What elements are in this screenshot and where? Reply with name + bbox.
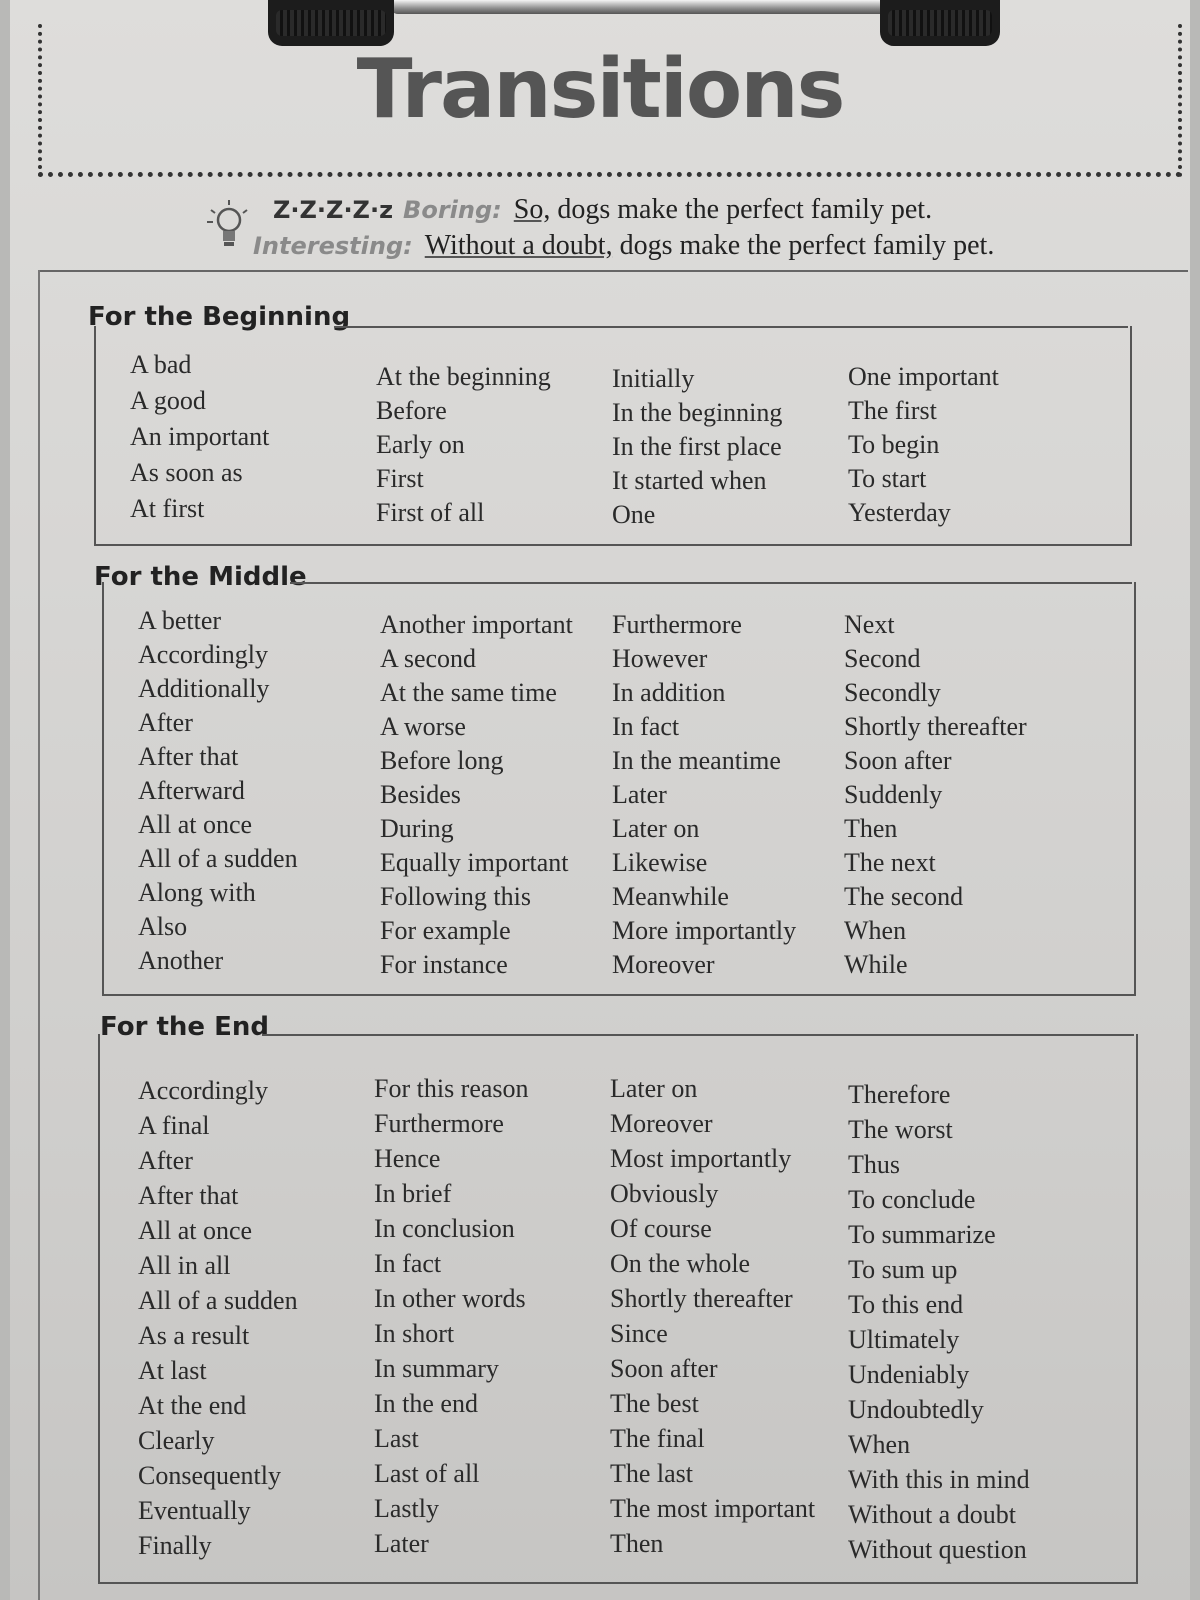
list-item: Ultimately (848, 1325, 960, 1354)
list-item: Soon after (844, 746, 952, 775)
interesting-example (253, 230, 994, 262)
divider (38, 270, 1188, 272)
list-item: Last of all (374, 1459, 480, 1488)
list-item: Lastly (374, 1494, 439, 1523)
list-item: More importantly (612, 916, 797, 945)
list-item: Later on (610, 1074, 698, 1103)
list-item: Since (610, 1319, 668, 1348)
list-item: It started when (612, 466, 767, 495)
list-item: After that (138, 742, 239, 771)
list-item: In brief (374, 1179, 452, 1208)
list-item: All at once (138, 1216, 253, 1245)
list-item: To summarize (848, 1220, 996, 1249)
list-item: Likewise (612, 848, 708, 877)
list-item: To conclude (848, 1185, 976, 1214)
list-item: Early on (376, 430, 465, 459)
section-title-beginning: For the Beginning (88, 302, 351, 332)
list-item: In the first place (612, 432, 782, 461)
list-item: One important (848, 362, 999, 391)
list-item: In fact (374, 1249, 442, 1278)
list-item: Consequently (138, 1461, 281, 1490)
list-item: The second (844, 882, 964, 911)
list-item: After (138, 708, 193, 737)
list-item: After (138, 1146, 193, 1175)
list-item: A good (130, 386, 206, 415)
list-item: As a result (138, 1321, 250, 1350)
list-item: The next (844, 848, 936, 877)
list-item: In addition (612, 678, 726, 707)
list-item: Undoubtedly (848, 1395, 984, 1424)
list-item: In short (374, 1319, 455, 1348)
section-title-middle: For the Middle (94, 562, 307, 592)
list-item: With this in mind (848, 1465, 1030, 1494)
list-item: In the beginning (612, 398, 783, 427)
list-item: The worst (848, 1115, 953, 1144)
section-title-end: For the End (100, 1012, 269, 1042)
list-item: All at once (138, 810, 253, 839)
list-item: Additionally (138, 674, 270, 703)
list-item: Following this (380, 882, 531, 911)
list-item: Later (612, 780, 667, 809)
list-item: Soon after (610, 1354, 718, 1383)
list-item: Most importantly (610, 1144, 792, 1173)
list-item: For example (380, 916, 511, 945)
list-item: At first (130, 494, 205, 523)
list-item: To start (848, 464, 927, 493)
list-item: Of course (610, 1214, 712, 1243)
list-item: For this reason (374, 1074, 529, 1103)
list-item: As soon as (130, 458, 243, 487)
list-item: Later (374, 1529, 429, 1558)
list-item: Moreover (612, 950, 715, 979)
list-item: Afterward (138, 776, 245, 805)
list-item: The final (610, 1424, 705, 1453)
list-item: In summary (374, 1354, 499, 1383)
list-item: First of all (376, 498, 485, 527)
list-item: Furthermore (374, 1109, 504, 1138)
clipboard-clip-right (880, 0, 1000, 46)
list-item: Next (844, 610, 895, 639)
list-item: Yesterday (848, 498, 951, 527)
list-item: Suddenly (844, 780, 943, 809)
list-item: While (844, 950, 908, 979)
list-item: Therefore (848, 1080, 951, 1109)
list-item: After that (138, 1181, 239, 1210)
lightbulb-icon (205, 198, 249, 254)
list-item: A bad (130, 350, 192, 379)
list-item: Last (374, 1424, 419, 1453)
list-item: One (612, 500, 656, 529)
list-item: Hence (374, 1144, 441, 1173)
list-item: To this end (848, 1290, 964, 1319)
list-item: A second (380, 644, 477, 673)
list-item: When (844, 916, 907, 945)
list-item: On the whole (610, 1249, 751, 1278)
list-item: At the beginning (376, 362, 551, 391)
list-item: Then (844, 814, 898, 843)
zzz-label: Z·Z·Z·Z·z (273, 196, 394, 224)
list-item: Obviously (610, 1179, 719, 1208)
clipboard-clip-bar (390, 0, 910, 14)
list-item: Secondly (844, 678, 941, 707)
list-item: In conclusion (374, 1214, 515, 1243)
interesting-text: dogs make the perfect family pet. (612, 230, 995, 261)
list-item: Along with (138, 878, 256, 907)
list-item: Another (138, 946, 224, 975)
list-item: For instance (380, 950, 508, 979)
list-item: Accordingly (138, 1076, 268, 1105)
page-title: Transitions (356, 42, 844, 137)
list-item: In other words (374, 1284, 526, 1313)
interesting-label: Interesting: (253, 232, 413, 260)
example-sentences (205, 190, 1065, 280)
list-item: In the end (374, 1389, 478, 1418)
list-item: Second (844, 644, 921, 673)
list-item: An important (130, 422, 270, 451)
list-item: A worse (380, 712, 466, 741)
boring-label: Boring: (403, 196, 502, 224)
list-item: All in all (138, 1251, 231, 1280)
list-item: The best (610, 1389, 699, 1418)
list-item: During (380, 814, 454, 843)
list-item: When (848, 1430, 911, 1459)
clipboard-clip-left (268, 0, 394, 46)
list-item: To sum up (848, 1255, 958, 1284)
list-item: Without a doubt (848, 1500, 1016, 1529)
list-item: Shortly thereafter (610, 1284, 793, 1313)
list-item: Without question (848, 1535, 1027, 1564)
list-item: At last (138, 1356, 207, 1385)
list-item: Meanwhile (612, 882, 729, 911)
list-item: Undeniably (848, 1360, 970, 1389)
list-item: A final (138, 1111, 210, 1140)
boring-transition: So, (513, 194, 551, 225)
list-item: Before long (380, 746, 504, 775)
list-item: Initially (612, 364, 695, 393)
list-item: All of a sudden (138, 844, 298, 873)
list-item: Later on (612, 814, 700, 843)
boring-text: dogs make the perfect family pet. (550, 194, 933, 225)
list-item: Thus (848, 1150, 900, 1179)
list-item: At the same time (380, 678, 557, 707)
list-item: Eventually (138, 1496, 251, 1525)
list-item: In fact (612, 712, 680, 741)
list-item: Also (138, 912, 188, 941)
list-item: To begin (848, 430, 940, 459)
list-item: First (376, 464, 424, 493)
list-item: In the meantime (612, 746, 781, 775)
list-item: Another important (380, 610, 573, 639)
list-item: Clearly (138, 1426, 215, 1455)
list-item: The most important (610, 1494, 816, 1523)
list-item: Equally important (380, 848, 569, 877)
list-item: Shortly thereafter (844, 712, 1027, 741)
list-item: Moreover (610, 1109, 713, 1138)
list-item: However (612, 644, 708, 673)
boring-example (273, 194, 932, 226)
list-item: The last (610, 1459, 694, 1488)
list-item: Before (376, 396, 447, 425)
list-item: The first (848, 396, 937, 425)
list-item: Then (610, 1529, 664, 1558)
list-item: All of a sudden (138, 1286, 298, 1315)
list-item: Besides (380, 780, 461, 809)
list-item: Furthermore (612, 610, 742, 639)
list-item: At the end (138, 1391, 247, 1420)
list-item: Accordingly (138, 640, 268, 669)
margin-line (38, 270, 40, 1600)
list-item: A better (138, 606, 222, 635)
list-item: Finally (138, 1531, 212, 1560)
interesting-transition: Without a doubt, (424, 230, 613, 261)
